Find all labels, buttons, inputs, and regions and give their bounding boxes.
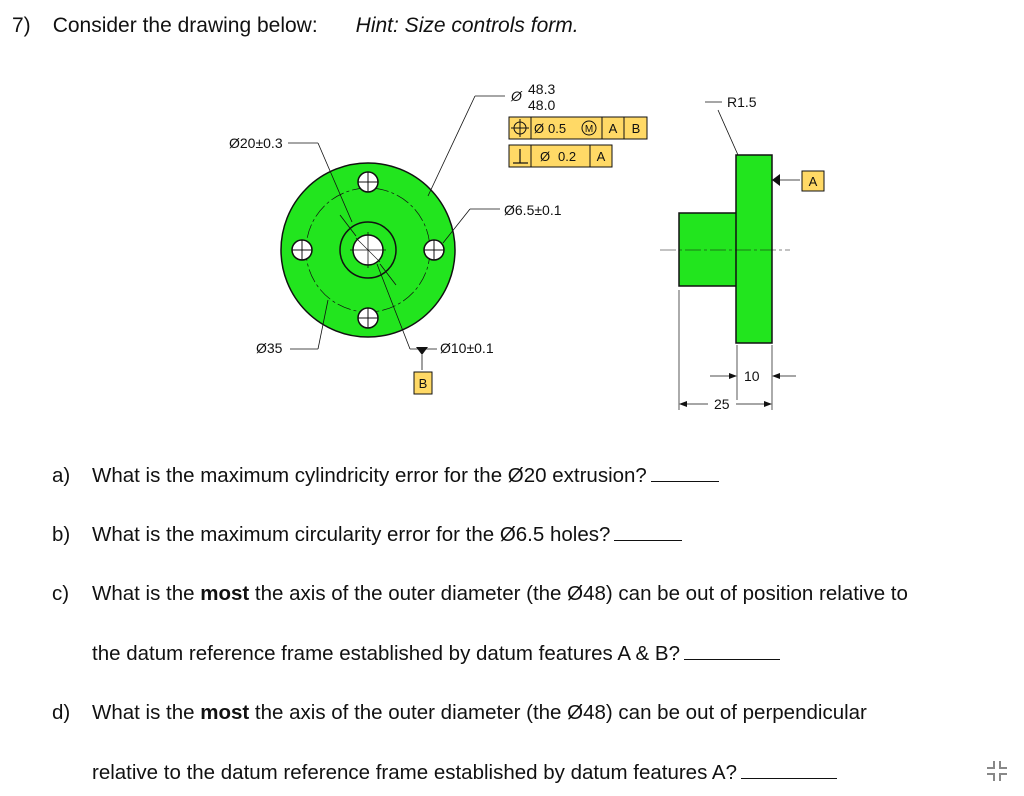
answer-blank-d[interactable] xyxy=(741,760,837,779)
hub-diameter-label: Ø20±0.3 xyxy=(229,135,283,151)
bolt-hole-bottom xyxy=(358,308,378,328)
radius-label: R1.5 xyxy=(727,94,757,110)
outer-upper-limit: 48.3 xyxy=(528,81,556,97)
svg-text:A: A xyxy=(596,149,606,164)
svg-text:Ø: Ø xyxy=(534,121,545,136)
svg-text:Ø: Ø xyxy=(540,149,551,164)
dim-25-label: 25 xyxy=(714,396,730,412)
question-d-continued: relative to the datum reference frame established by datum features A? xyxy=(92,760,837,785)
answer-blank-c[interactable] xyxy=(684,641,780,660)
question-hint: Hint: Size controls form. xyxy=(355,14,579,37)
technical-drawing xyxy=(0,60,1024,430)
perpendicularity-tolerance: 0.2 xyxy=(558,149,577,164)
bolt-hole-top xyxy=(358,172,378,192)
diameter-symbol: Ø xyxy=(511,88,522,104)
dim-10-label: 10 xyxy=(744,368,760,384)
expand-corner-icon[interactable] xyxy=(984,758,1010,784)
outer-diameter-callout xyxy=(510,81,555,113)
side-hub xyxy=(679,213,737,286)
position-tolerance: 0.5 xyxy=(548,121,567,136)
outer-lower-limit: 48.0 xyxy=(528,97,556,113)
question-b: b) What is the maximum circularity error for the Ø6.5 holes? xyxy=(52,522,682,547)
question-prompt: Consider the drawing below: xyxy=(52,14,318,37)
datum-b-letter: B xyxy=(418,376,428,391)
front-view xyxy=(281,163,455,337)
question-c-continued: the datum reference frame established by datum features A & B? xyxy=(92,641,780,666)
svg-text:M: M xyxy=(584,124,594,135)
bolt-hole-right xyxy=(424,240,444,260)
answer-blank-b[interactable] xyxy=(614,522,682,541)
svg-text:B: B xyxy=(631,121,641,136)
bolt-hole-left xyxy=(292,240,312,260)
svg-text:A: A xyxy=(608,121,618,136)
question-a: a) What is the maximum cylindricity error for the Ø20 extrusion? xyxy=(52,463,719,488)
datum-a-letter: A xyxy=(808,174,818,189)
question-number: 7) xyxy=(12,14,31,37)
bore-label: Ø10±0.1 xyxy=(440,340,494,356)
side-flange xyxy=(736,155,772,343)
question-c: c) What is the most the axis of the outer diameter (the Ø48) can be out of position relative to xyxy=(52,582,908,605)
feature-control-frame-position xyxy=(509,117,647,139)
feature-control-frame-perpendicularity xyxy=(509,145,612,167)
datum-b-triangle xyxy=(416,347,428,355)
answer-blank-a[interactable] xyxy=(651,463,719,482)
datum-a-triangle xyxy=(772,174,780,186)
bolt-circle-label: Ø35 xyxy=(256,340,283,356)
side-view xyxy=(660,94,824,412)
question-d: d) What is the most the axis of the outer diameter (the Ø48) can be out of perpendicular xyxy=(52,701,867,724)
question-header xyxy=(12,14,579,38)
bolt-hole-label: Ø6.5±0.1 xyxy=(504,202,562,218)
